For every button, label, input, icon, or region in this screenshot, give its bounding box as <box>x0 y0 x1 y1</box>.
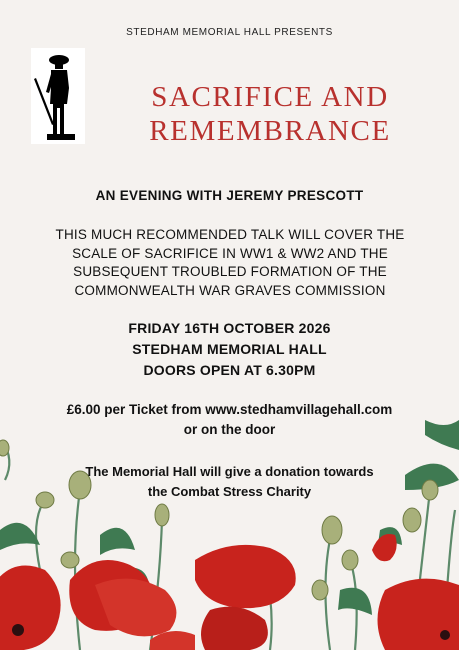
ticket-info <box>0 400 459 440</box>
ticket-price-line: £6.00 per Ticket from www.stedhamvillagehall.com <box>66 402 393 417</box>
event-description <box>20 226 440 300</box>
description-line: THIS MUCH RECOMMENDED TALK WILL COVER THE <box>55 227 405 242</box>
title-line-2: REMEMBRANCE <box>149 115 391 147</box>
description-line: SCALE OF SACRIFICE IN WW1 & WW2 AND THE <box>72 245 388 261</box>
donation-line-2: the Combat Stress Charity <box>147 484 312 499</box>
description-line: COMMONWEALTH WAR GRAVES COMMISSION <box>74 282 386 298</box>
title-line-1: SACRIFICE AND <box>151 81 389 113</box>
donation-line-1: The Memorial Hall will give a donation towards <box>85 464 374 479</box>
poppy-flowers-illustration <box>0 420 459 650</box>
soldier-silhouette-icon <box>31 48 85 144</box>
event-title <box>100 80 440 148</box>
event-subtitle: AN EVENING WITH JEREMY PRESCOTT <box>95 188 364 203</box>
presenter-line: STEDHAM MEMORIAL HALL PRESENTS <box>126 27 333 38</box>
ticket-door-line: or on the door <box>183 422 276 437</box>
event-doors: DOORS OPEN AT 6.30PM <box>143 362 316 378</box>
event-details <box>0 318 459 381</box>
event-venue: STEDHAM MEMORIAL HALL <box>132 341 327 357</box>
description-line: SUBSEQUENT TROUBLED FORMATION OF THE <box>73 264 387 279</box>
donation-note <box>0 462 459 502</box>
event-date: FRIDAY 16TH OCTOBER 2026 <box>128 320 331 336</box>
